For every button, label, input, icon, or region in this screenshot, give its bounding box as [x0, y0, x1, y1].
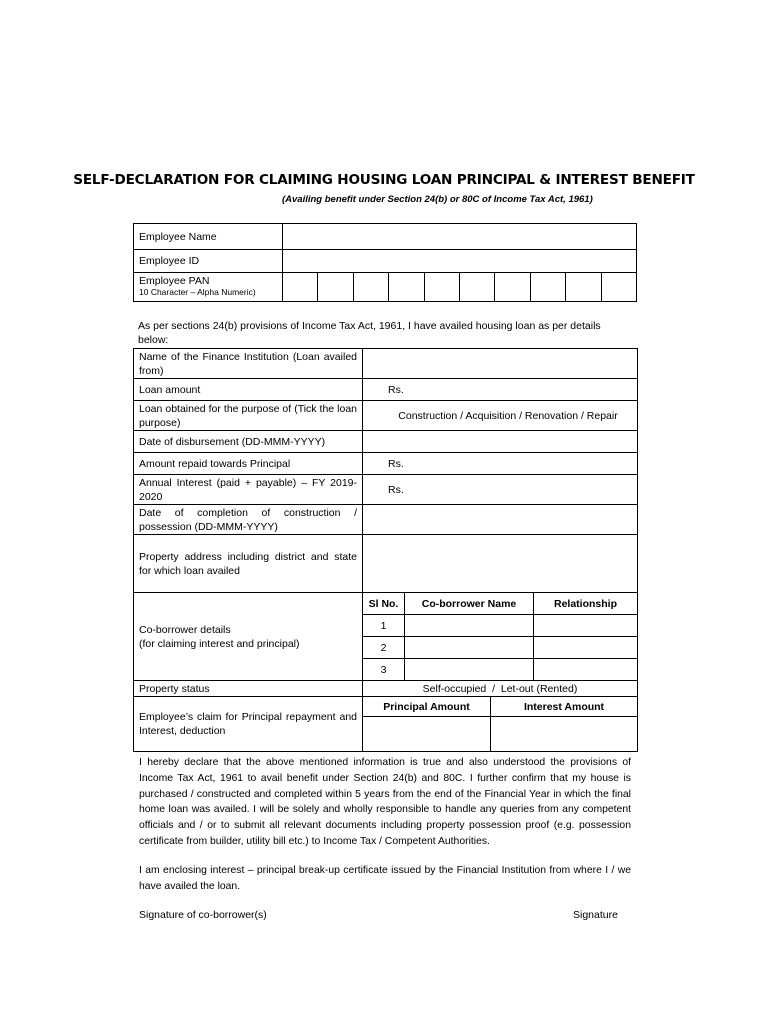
principal-amount-field[interactable] [363, 717, 491, 752]
pan-char-box[interactable] [495, 273, 530, 302]
employee-pan-label [134, 273, 283, 302]
claim-header-principal: Principal Amount [363, 697, 491, 717]
repaid-label: Amount repaid towards Principal [134, 453, 363, 475]
property-status-label: Property status [134, 681, 363, 697]
interest-amount-field[interactable] [491, 717, 638, 752]
coborrower-note: (for claiming interest and principal) [139, 637, 300, 650]
declaration-paragraph: I hereby declare that the above mentioned information is true and also understood the provisions of Income Tax Act, 1961 to avail benefit under Section 24(b) and 80C. I further confirm that my house is purchased / constructed and completed within 5 years from the end of the Financial Year in which the final home loan was availed. I will be solely and wholly responsible to handle any queries from any competent officials and / or to submit all relevant documents including property possession proof (e.g. possession certificate from builder, utility bill etc.) to Income Tax / Competent Authorities. [139, 757, 631, 847]
address-label: Property address including district and state for which loan availed [134, 535, 363, 593]
interest-field[interactable] [363, 475, 638, 505]
pan-char-box[interactable] [283, 273, 318, 302]
pan-char-box[interactable] [424, 273, 459, 302]
coborrower-slno: 2 [363, 637, 405, 659]
loan-amount-field[interactable] [363, 379, 638, 401]
property-status-options[interactable]: Self-occupied / Let-out (Rented) [363, 681, 638, 697]
pan-char-box[interactable] [353, 273, 388, 302]
intro-text: As per sections 24(b) provisions of Income Tax Act, 1961, I have availed housing loan as per details below: [138, 320, 601, 346]
claim-label: Employee’s claim for Principal repayment and Interest, deduction [134, 697, 363, 752]
disbursement-label: Date of disbursement (DD-MMM-YYYY) [134, 431, 363, 453]
pan-char-box[interactable] [459, 273, 494, 302]
completion-field[interactable] [363, 505, 638, 535]
employee-id-label: Employee ID [134, 250, 283, 273]
institution-field[interactable] [363, 349, 638, 379]
employee-name-field[interactable] [283, 224, 637, 250]
pan-char-box[interactable] [389, 273, 424, 302]
pan-char-box[interactable] [566, 273, 601, 302]
coborrower-slno: 3 [363, 659, 405, 681]
loan-amount-label: Loan amount [134, 379, 363, 401]
coborrower-title: Co-borrower details [139, 623, 231, 636]
employee-id-field[interactable] [283, 250, 637, 273]
interest-label: Annual Interest (paid + payable) – FY 2019-2020 [134, 475, 363, 505]
form-subtitle: (Availing benefit under Section 24(b) or 80C of Income Tax Act, 1961) [282, 194, 593, 205]
coborrower-relationship-field[interactable] [534, 659, 638, 681]
coborrower-name-field[interactable] [405, 615, 534, 637]
coborrower-header-slno: Sl No. [363, 593, 405, 615]
pan-char-box[interactable] [530, 273, 565, 302]
rs-prefix: Rs. [388, 483, 404, 496]
loan-purpose-text: Construction / Acquisition / Renovation / Repair [398, 409, 618, 422]
employee-table [133, 223, 637, 302]
employee-pan-hint: 10 Character – Alpha Numeric) [139, 287, 256, 297]
pan-char-box[interactable] [318, 273, 353, 302]
coborrower-header-name: Co-borrower Name [405, 593, 534, 615]
loan-purpose-options[interactable] [363, 401, 638, 431]
coborrower-header-relationship: Relationship [534, 593, 638, 615]
rs-prefix: Rs. [388, 383, 404, 396]
coborrower-relationship-field[interactable] [534, 615, 638, 637]
pan-char-box[interactable] [601, 273, 636, 302]
repaid-field[interactable] [363, 453, 638, 475]
completion-label: Date of completion of construction / possession (DD-MMM-YYYY) [134, 505, 363, 535]
coborrower-slno: 1 [363, 615, 405, 637]
loan-purpose-label: Loan obtained for the purpose of (Tick the loan purpose) [134, 401, 363, 431]
coborrower-label [134, 593, 363, 681]
disbursement-field[interactable] [363, 431, 638, 453]
claim-header-interest: Interest Amount [491, 697, 638, 717]
coborrower-relationship-field[interactable] [534, 637, 638, 659]
address-field[interactable] [363, 535, 638, 593]
loan-details-table [133, 348, 638, 752]
coborrower-signature-label: Signature of co-borrower(s) [139, 909, 267, 921]
employee-pan-title: Employee PAN [139, 275, 210, 287]
institution-label: Name of the Finance Institution (Loan availed from) [134, 349, 363, 379]
signature-label: Signature [573, 909, 618, 921]
enclosure-paragraph: I am enclosing interest – principal break-up certificate issued by the Financial Institution from where I / we have availed the loan. [139, 865, 631, 892]
coborrower-name-field[interactable] [405, 659, 534, 681]
form-title: SELF-DECLARATION FOR CLAIMING HOUSING LOAN PRINCIPAL & INTEREST BENEFIT [73, 172, 695, 188]
employee-name-label: Employee Name [134, 224, 283, 250]
coborrower-name-field[interactable] [405, 637, 534, 659]
rs-prefix: Rs. [388, 457, 404, 470]
